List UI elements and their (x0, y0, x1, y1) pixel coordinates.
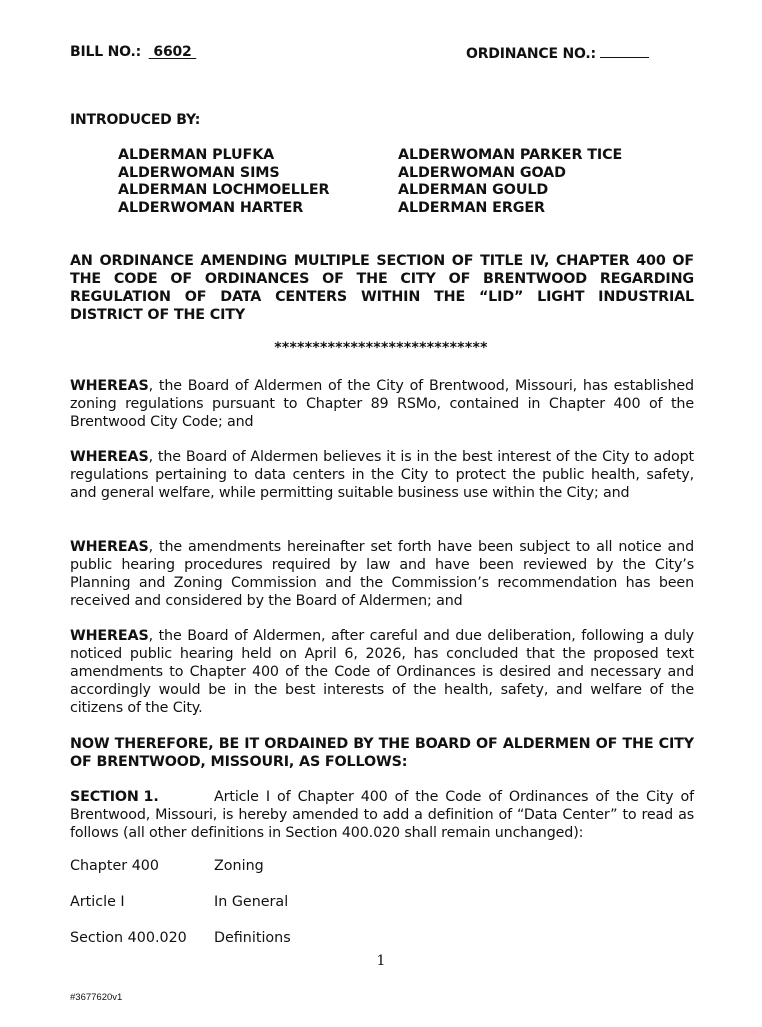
code-ref-article: Article I In General (70, 894, 289, 910)
bill-number: 6602 (153, 44, 192, 60)
section-1-label: SECTION 1. (70, 789, 159, 805)
section-1 (70, 788, 694, 842)
sponsor: ALDERMAN ERGER (398, 200, 545, 217)
sponsor: ALDERWOMAN HARTER (118, 200, 304, 217)
bill-number-field (70, 44, 196, 60)
separator-asterisks: **************************** (274, 340, 488, 356)
ordinance-number-blank (600, 44, 649, 58)
page-number: 1 (376, 953, 386, 969)
whereas-clause-4: WHEREAS, the Board of Aldermen, after careful and due deliberation, following a duly noticed public hearing held on April 6, 2026, has concluded that the proposed text amendments to Chapter 400 of the Code of Ordinances is desired and necessary and accordingly would be in the best interests of the health, safety, and welfare of the citizens of the City. (70, 628, 694, 716)
section-1-text: Article I of Chapter 400 of the Code of Ordinances of the City of Brentwood, Missouri, is hereby amended to add a definition of “Data Center” to read as follows (all other definitions in Section 400.020 shall remain unchanged): (70, 789, 694, 841)
whereas-clause-1: WHEREAS, the Board of Aldermen of the City of Brentwood, Missouri, has established zoning regulations pursuant to Chapter 89 RSMo, contained in Chapter 400 of the Brentwood City Code; and (70, 378, 694, 430)
sponsor: ALDERMAN PLUFKA (118, 147, 275, 163)
ordinance-number-field (466, 44, 649, 62)
sponsor: ALDERMAN GOULD (398, 182, 549, 199)
sponsor: ALDERWOMAN PARKER TICE (398, 147, 623, 163)
sponsor: ALDERWOMAN SIMS (118, 164, 280, 181)
ordinance-title: AN ORDINANCE AMENDING MULTIPLE SECTION OF TITLE IV, CHAPTER 400 OF THE CODE OF ORDINANCES OF THE CITY OF BRENTWOOD REGARDING REGULATION OF DATA CENTERS WITHIN THE “LID” LIGHT INDUSTRIAL DISTRICT OF THE CITY (70, 253, 694, 323)
ordaining-clause: NOW THEREFORE, BE IT ORDAINED BY THE BOARD OF ALDERMEN OF THE CITY OF BRENTWOOD, MISSOURI, AS FOLLOWS: (70, 736, 694, 770)
whereas-clause-3: WHEREAS, the amendments hereinafter set forth have been subject to all notice and public hearing procedures required by law and have been reviewed by the City’s Planning and Zoning Commission and the Commission’s recommendation has been received and considered by the Board of Aldermen; and (70, 539, 694, 609)
whereas-clause-2: WHEREAS, the Board of Aldermen believes it is in the best interest of the City to adopt regulations pertaining to data centers in the City to protect the public health, safety, and general welfare, while permitting suitable business use within the City; and (70, 449, 694, 501)
sponsors-right-column (398, 147, 678, 218)
code-ref-section: Section 400.020 Definitions (70, 930, 291, 946)
ordinance-label: ORDINANCE NO.: (466, 46, 596, 62)
sponsor: ALDERWOMAN GOAD (398, 164, 566, 181)
sponsors-left-column (118, 147, 398, 218)
document-id: #3677620v1 (70, 992, 123, 1003)
code-ref-chapter: Chapter 400 Zoning (70, 858, 264, 874)
bill-label: BILL NO.: (70, 44, 142, 60)
sponsors-list (118, 147, 678, 218)
introduced-by-label: INTRODUCED BY: (70, 112, 201, 128)
sponsor: ALDERMAN LOCHMOELLER (118, 182, 330, 199)
